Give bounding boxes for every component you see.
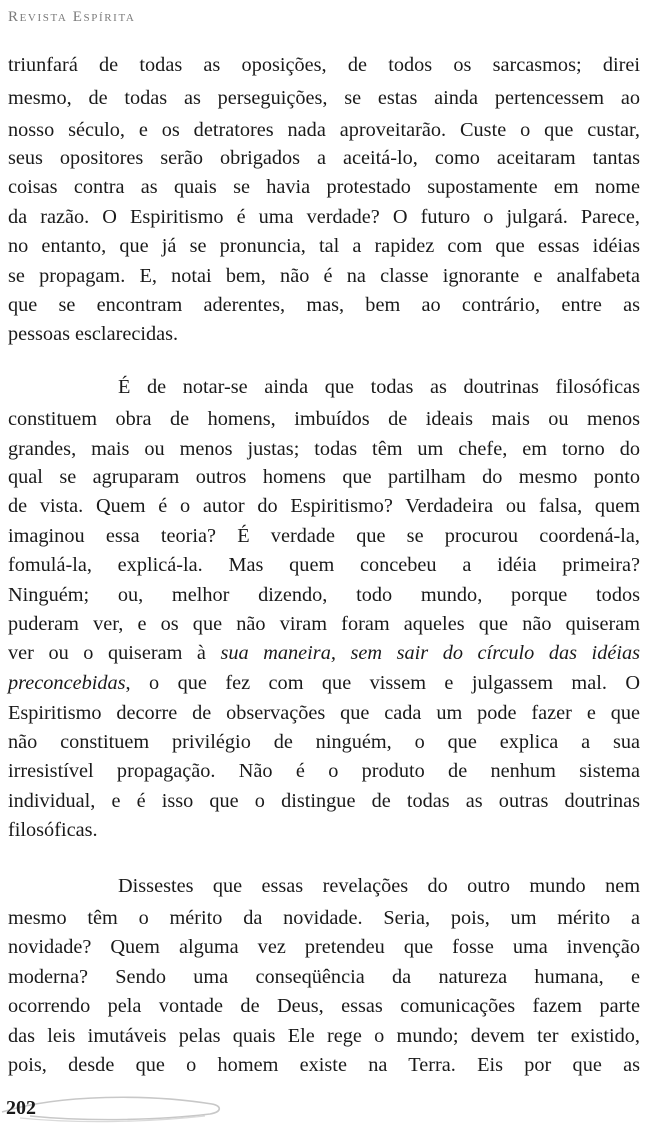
running-header: Revista Espírita — [8, 9, 136, 25]
text-line: pessoas esclarecidas. — [8, 323, 179, 345]
text-run: ver ou o quiseram à — [8, 642, 221, 664]
text-line: qual se agruparam outros homens que partilham do mesmo ponto — [8, 466, 640, 488]
text-line: novidade? Quem alguma vez pretendeu que fosse uma invenção — [8, 936, 640, 958]
text-line: Ninguém; ou, melhor dizendo, todo mundo, porque todos — [8, 584, 640, 606]
text-line: nosso século, e os detratores nada aproveitarão. Custe o que custar, — [8, 119, 640, 141]
text-line: imaginou essa teoria? É verdade que se procurou coordená-la, — [8, 525, 640, 547]
text-line: ocorrendo pela vontade de Deus, essas comunicações fazem parte — [8, 995, 640, 1017]
text-line: não constituem privilégio de ninguém, o que explica a sua — [8, 731, 640, 753]
italic-text-run: sua maneira, sem sair do círculo das idéias — [220, 642, 641, 664]
text-line: da razão. O Espiritismo é uma verdade? O futuro o julgará. Parece, — [8, 206, 640, 228]
text-line: fomulá-la, explicá-la. Mas quem concebeu a idéia primeira? — [8, 554, 640, 576]
text-line: Dissestes que essas revelações do outro mundo nem — [118, 875, 640, 897]
text-line — [8, 670, 640, 697]
text-line: pois, desde que o homem existe na Terra. Eis por que as — [8, 1054, 640, 1076]
page-number: 202 — [6, 1097, 36, 1119]
text-run: , o que fez com que vissem e julgassem mal. O — [125, 672, 640, 694]
text-line: moderna? Sendo uma conseqüência da natureza humana, e — [8, 966, 640, 988]
text-line: filosóficas. — [8, 819, 98, 841]
text-line: puderam ver, e os que não viram foram aqueles que não quiseram — [8, 613, 640, 635]
text-line: Espiritismo decorre de observações que cada um pode fazer e que — [8, 702, 640, 724]
text-line: grandes, mais ou menos justas; todas têm um chefe, em torno do — [8, 438, 640, 460]
text-line: seus opositores serão obrigados a aceitá-lo, como aceitaram tantas — [8, 147, 640, 169]
text-line: individual, e é isso que o distingue de todas as outras doutrinas — [8, 790, 640, 812]
text-line — [8, 640, 640, 667]
text-line: triunfará de todas as oposições, de todos os sarcasmos; direi — [8, 54, 640, 76]
text-line: constituem obra de homens, imbuídos de ideais mais ou menos — [8, 408, 640, 430]
text-line: irresistível propagação. Não é o produto de nenhum sistema — [8, 760, 640, 782]
text-line: É de notar-se ainda que todas as doutrinas filosóficas — [118, 376, 640, 398]
text-line: se propagam. E, notai bem, não é na classe ignorante e analfabeta — [8, 265, 640, 287]
text-line: no entanto, que já se pronuncia, tal a rapidez com que essas idéias — [8, 235, 640, 257]
text-line: mesmo, de todas as perseguições, se estas ainda pertencessem ao — [8, 87, 640, 109]
text-line: das leis imutáveis pelas quais Ele rege o mundo; devem ter existido, — [8, 1025, 640, 1047]
italic-text-run: preconcebidas — [8, 672, 126, 694]
text-line: mesmo têm o mérito da novidade. Seria, pois, um mérito a — [8, 907, 640, 929]
text-line: coisas contra as quais se havia protestado supostamente em nome — [8, 176, 640, 198]
text-line: de vista. Quem é o autor do Espiritismo? Verdadeira ou falsa, quem — [8, 495, 640, 517]
text-line: que se encontram aderentes, mas, bem ao contrário, entre as — [8, 294, 640, 316]
